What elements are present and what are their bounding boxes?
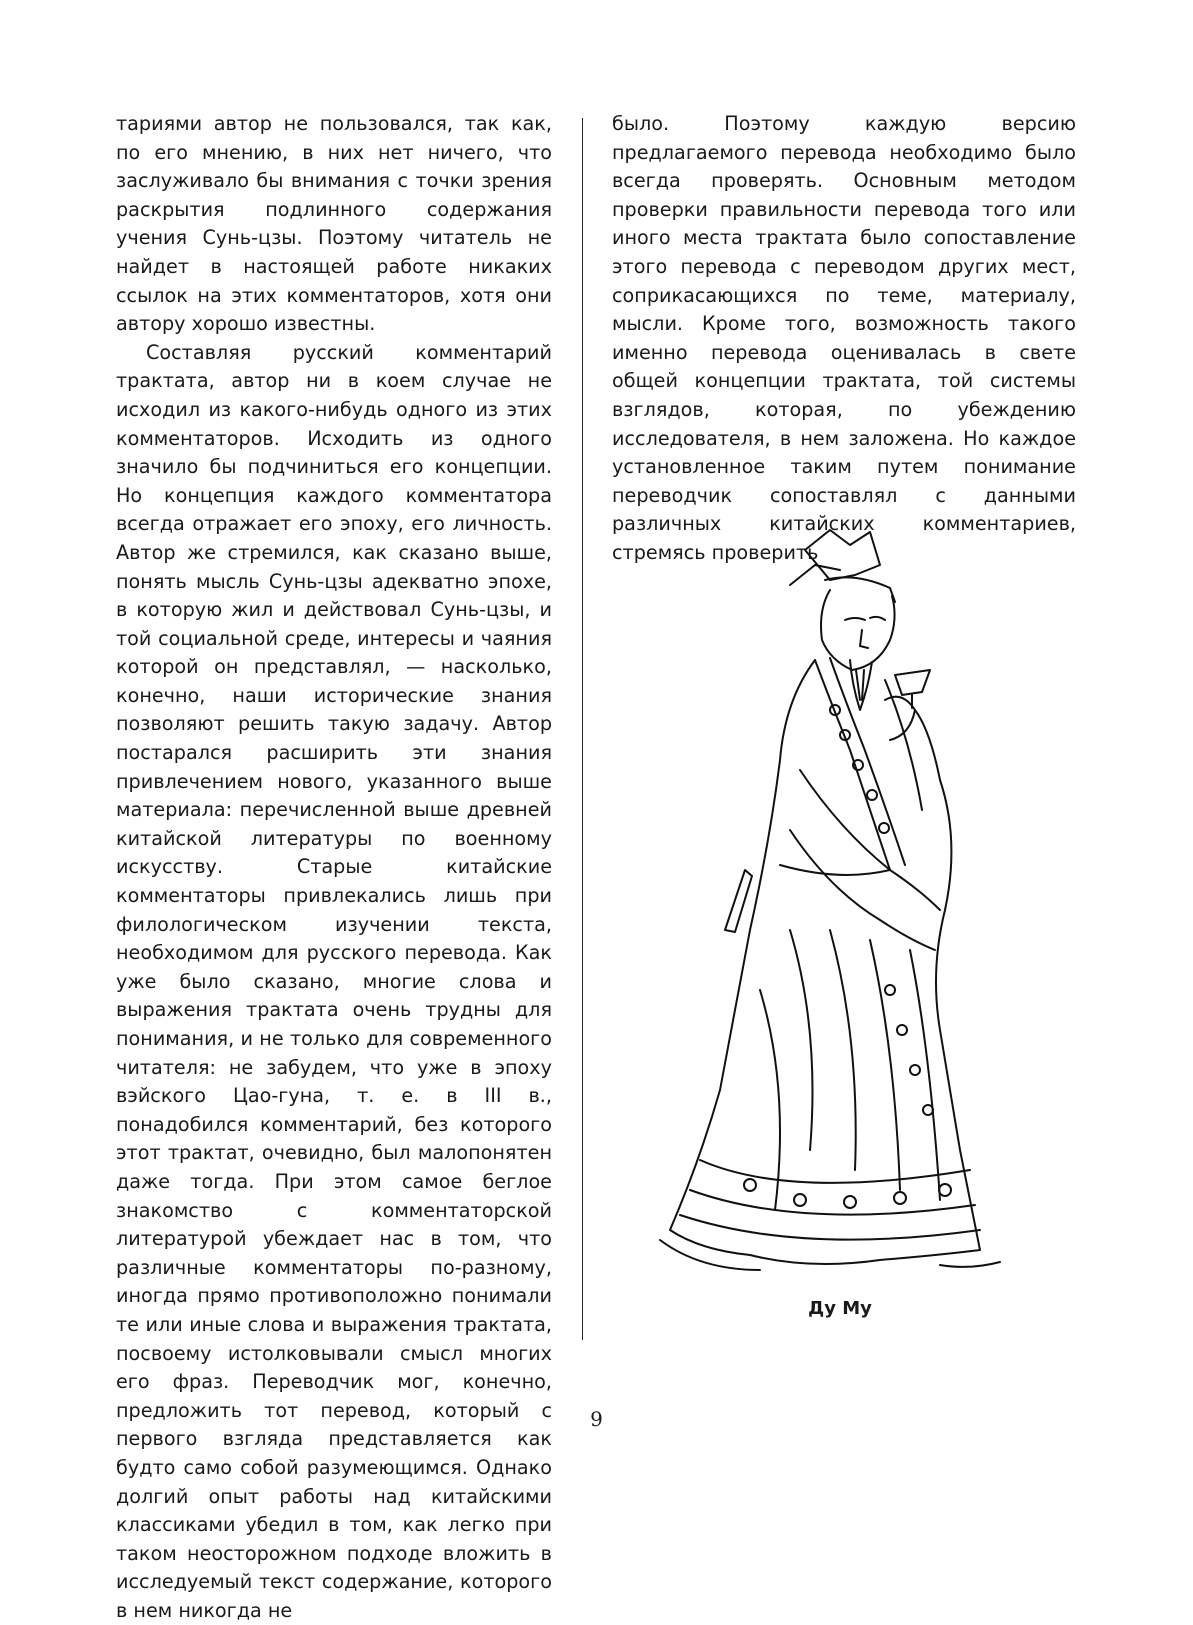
du-mu-illustration [640, 510, 1040, 1300]
right-paragraph-1: было. Поэтому каждую версию предлагаемого перевода необходимо было всегда проверять. Основным методом проверки правильности перевода того или иного места трактата было сопоставление этого перевода с переводом других мест, соприкасающихся по теме, материалу, мысли. Кроме того, возможность такого именно перевода оценивалась в свете общей концепции трактата, той системы взглядов, которая, по убеждению исследователя, в нем заложена. Но каждое установленное таким путем понимание переводчик сопоставлял с данными различных китайских комментариев, стремясь проверить [612, 112, 1076, 564]
left-paragraph-2: Составляя русский комментарий трактата, автор ни в коем случае не исходил из какого-нибудь одного из этих комментаторов. Исходить из одного значило бы подчиниться его концепции. Но концепция каждого комментатора всегда отражает его эпоху, его личность. Автор же стремился, как сказано выше, понять мысль Сунь-цзы адекватно эпохе, в которую жил и действовал Сунь-цзы, и той социальной среде, интересы и чаяния которой он представлял, — насколько, конечно, наши исторические знания позволяют решить такую задачу. Автор постарался расширить эти знания привлечением нового, указанного выше материала: перечисленной выше древней китайской литературы по военному искусству. Старые китайские комментаторы привлекались лишь при филологическом изучении текста, необходимом для русского перевода. Как уже было сказано, многие слова и выражения трактата очень трудны для понимания, и не только для современного читателя: не забудем, что уже в эпоху вэйского Цао-гуна, т. е. в III в., понадобился комментарий, без которого этот трактат, очевидно, был малопонятен даже тогда. При этом самое беглое знакомство с комментаторской литературой убеждает нас в том, что различные комментаторы по-разному, иногда прямо противоположно понимали те или иные слова и выражения трактата, посвоему истолковывали смысл многих его фраз. Переводчик мог, конечно, предложить тот перевод, который с первого взгляда представляется как будто само собой разумеющимся. Однако долгий опыт работы над китайскими классиками убедил в том, как легко при таком неосторожном подходе вложить в исследуемый текст содержание, которого в нем никогда не [116, 340, 552, 1622]
left-column [116, 110, 552, 1625]
figure-caption: Ду Му [808, 1298, 872, 1319]
column-divider [582, 118, 583, 1340]
left-paragraph-1: тариями автор не пользовался, так как, по его мнению, в них нет ничего, что заслуживало бы внимания с точки зрения раскрытия подлинного содержания учения Сунь-цзы. Поэтому читатель не найдет в настоящей работе никаких ссылок на этих комментаторов, хотя они автору хорошо известны. [116, 112, 552, 336]
right-column [612, 110, 1076, 568]
page-number: 9 [590, 1407, 603, 1431]
